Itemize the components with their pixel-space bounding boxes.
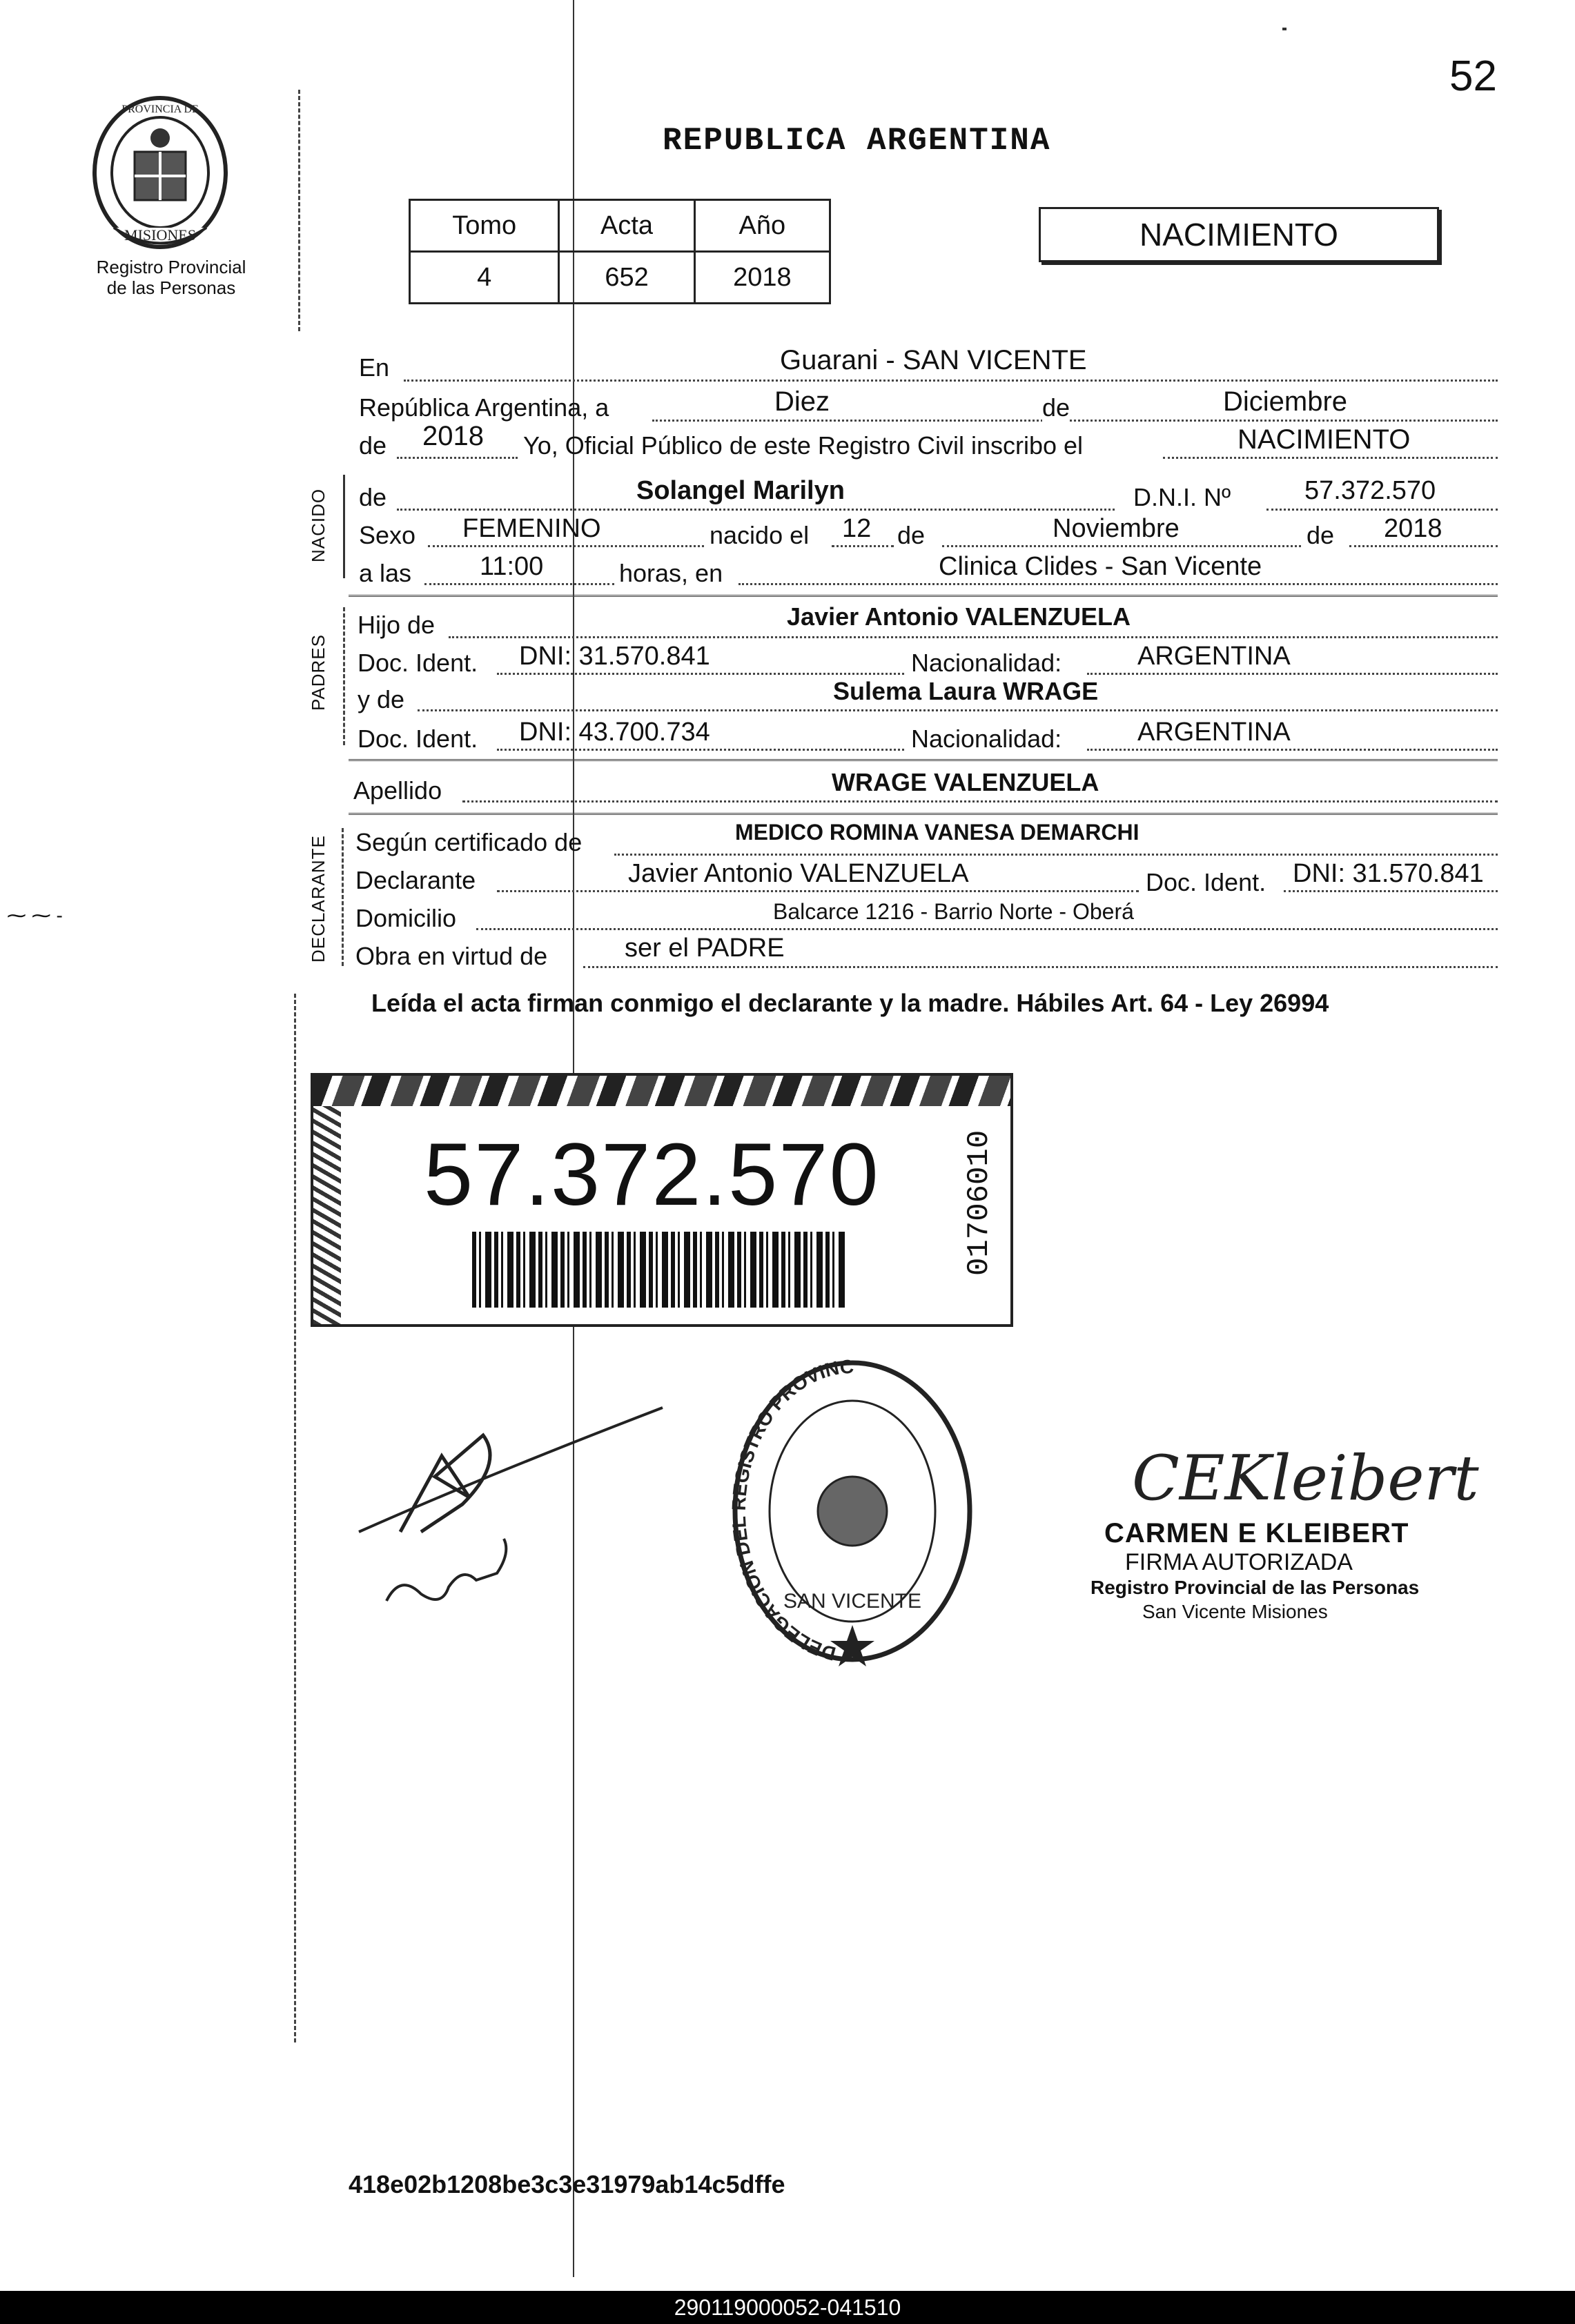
nacido-de-label: de xyxy=(359,483,387,511)
hijo-label: Hijo de xyxy=(358,611,436,639)
obra-label: Obra en virtud de xyxy=(355,942,548,970)
dash-v xyxy=(342,828,346,966)
svg-text:MISIONES: MISIONES xyxy=(124,226,196,244)
dots xyxy=(1349,545,1498,547)
decl-doc: DNI: 31.570.841 xyxy=(1293,859,1484,888)
dots xyxy=(424,583,614,585)
yo-text: Yo, Oficial Público de este Registro Civil inscribo el xyxy=(523,431,1084,460)
birth-de-label-2: de xyxy=(1307,521,1335,549)
dots xyxy=(462,800,1498,802)
authority-loc: San Vicente Misiones xyxy=(1142,1601,1328,1622)
record-table xyxy=(409,199,831,304)
dots xyxy=(418,709,1498,711)
margin-dash-left xyxy=(298,90,302,331)
en-label: En xyxy=(359,353,390,382)
mother-name: Sulema Laura WRAGE xyxy=(833,677,1099,705)
sticker-pattern xyxy=(313,1076,1010,1106)
stamp-inner-text: SAN VICENTE xyxy=(783,1590,922,1613)
dots xyxy=(476,928,1498,930)
intro-de1: de xyxy=(1042,393,1070,422)
svg-text:PROVINCIA DE: PROVINCIA DE xyxy=(121,104,199,115)
mother-doc-label: Doc. Ident. xyxy=(358,725,478,753)
birth-time: 11:00 xyxy=(480,552,544,581)
father-nat: ARGENTINA xyxy=(1137,642,1291,671)
decl-doc-label: Doc. Ident. xyxy=(1146,868,1266,896)
sexo-label: Sexo xyxy=(359,521,416,549)
footer-bar xyxy=(0,2291,1575,2324)
sticker-side-pattern xyxy=(313,1106,341,1324)
sep xyxy=(349,759,1498,761)
dots xyxy=(1087,673,1498,675)
decl-name: Javier Antonio VALENZUELA xyxy=(628,859,969,888)
yde-label: y de xyxy=(358,685,405,713)
registry-line-1: Registro Provincial xyxy=(96,257,246,277)
alas-label: a las xyxy=(359,559,412,587)
dots xyxy=(404,380,1498,382)
republica-label: República Argentina, a xyxy=(359,393,609,422)
id-sticker xyxy=(311,1073,1013,1327)
intro-de2: de xyxy=(359,431,387,460)
father-doc-label: Doc. Ident. xyxy=(358,649,478,677)
intro-year: 2018 xyxy=(422,421,484,451)
birth-place: Clinica Clides - San Vicente xyxy=(939,552,1262,581)
closing-text: Leída el acta firman conmigo el declarante y la madre. Hábiles Art. 64 - Ley 26994 xyxy=(371,989,1329,1017)
section-bar xyxy=(343,475,345,578)
registry-stamp xyxy=(725,1352,980,1670)
anio-header: Año xyxy=(694,200,830,252)
dash-v xyxy=(343,607,347,745)
dots xyxy=(1087,749,1498,751)
doc-type: NACIMIENTO xyxy=(1139,217,1338,253)
mother-nat: ARGENTINA xyxy=(1137,718,1291,747)
apellido-value: WRAGE VALENZUELA xyxy=(832,768,1099,796)
dots xyxy=(832,545,894,547)
decl-label: Declarante xyxy=(355,866,476,894)
dots xyxy=(449,636,1498,638)
acta-header: Acta xyxy=(559,200,694,252)
birth-de-label: de xyxy=(897,521,926,549)
father-name: Javier Antonio VALENZUELA xyxy=(787,602,1131,631)
top-tick xyxy=(1282,28,1287,30)
stamp-ring-text: DELEGACION DEL REGISTRO PROVINC xyxy=(727,1355,854,1665)
country-title: REPUBLICA ARGENTINA xyxy=(663,123,1051,159)
page-number: 52 xyxy=(1449,52,1497,100)
apellido-label: Apellido xyxy=(353,776,442,805)
birth-year: 2018 xyxy=(1384,514,1442,543)
mother-doc: DNI: 43.700.734 xyxy=(519,718,710,747)
authority-org: Registro Provincial de las Personas xyxy=(1090,1577,1420,1598)
dots xyxy=(1266,509,1498,511)
domicilio: Balcarce 1216 - Barrio Norte - Oberá xyxy=(773,899,1134,924)
intro-act-type: NACIMIENTO xyxy=(1238,424,1411,455)
birth-day: 12 xyxy=(842,514,872,543)
dom-label: Domicilio xyxy=(355,904,457,932)
dni-label: D.N.I. Nº xyxy=(1133,483,1231,511)
tomo-value: 4 xyxy=(410,252,559,304)
father-nat-label: Nacionalidad: xyxy=(911,649,1062,677)
mother-nat-label: Nacionalidad: xyxy=(911,725,1062,753)
anio-value: 2018 xyxy=(694,252,830,304)
margin-dash-left-2 xyxy=(294,994,298,2042)
horas-label: horas, en xyxy=(619,559,723,587)
declarant-signature xyxy=(345,1394,676,1628)
dots xyxy=(428,545,704,547)
dots xyxy=(497,890,1139,892)
child-dni: 57.372.570 xyxy=(1304,476,1436,505)
dots xyxy=(497,673,904,675)
dots xyxy=(1163,457,1498,459)
intro-place: Guarani - SAN VICENTE xyxy=(780,345,1087,375)
sticker-number: 57.372.570 xyxy=(424,1125,880,1224)
tomo-header: Tomo xyxy=(410,200,559,252)
province-seal xyxy=(86,93,235,252)
acta-value: 652 xyxy=(559,252,694,304)
cert-label: Según certificado de xyxy=(355,828,583,856)
child-name: Solangel Marilyn xyxy=(636,476,845,505)
declarante-label: DECLARANTE xyxy=(308,835,329,963)
doc-type-box xyxy=(1039,207,1439,262)
child-sexo: FEMENINO xyxy=(462,514,601,543)
birth-month: Noviembre xyxy=(1053,514,1180,543)
authority-name: CARMEN E KLEIBERT xyxy=(1104,1518,1409,1548)
sep xyxy=(349,813,1498,815)
dots xyxy=(942,545,1301,547)
margin-mark: ⁓ ⁓ - xyxy=(7,905,63,926)
dots xyxy=(497,749,904,751)
footer-code: 290119000052-041510 xyxy=(674,2295,901,2320)
sticker-side-code: 01706010 xyxy=(962,1130,997,1276)
dots xyxy=(614,854,1498,856)
cert-value: MEDICO ROMINA VANESA DEMARCHI xyxy=(735,820,1139,845)
dots xyxy=(652,420,1498,422)
document-hash: 418e02b1208be3c3e31979ab14c5dffe xyxy=(349,2170,785,2198)
intro-month: Diciembre xyxy=(1223,386,1348,417)
intro-day: Diez xyxy=(774,386,830,417)
dots xyxy=(583,966,1498,968)
nacido-el-label: nacido el xyxy=(710,521,810,549)
dots xyxy=(397,509,1115,511)
sep xyxy=(349,595,1498,597)
father-doc: DNI: 31.570.841 xyxy=(519,642,710,671)
dots xyxy=(738,583,1498,585)
dots xyxy=(1284,890,1498,892)
registry-line-2: de las Personas xyxy=(106,277,236,298)
authority-title: FIRMA AUTORIZADA xyxy=(1125,1549,1353,1575)
padres-label: PADRES xyxy=(308,634,329,711)
province-seal-icon xyxy=(86,93,235,252)
barcode xyxy=(472,1232,845,1308)
obra-value: ser el PADRE xyxy=(625,934,785,963)
authority-signature: CEKleibert xyxy=(1132,1442,1479,1515)
dots xyxy=(397,457,518,459)
nacido-label: NACIDO xyxy=(308,488,329,562)
